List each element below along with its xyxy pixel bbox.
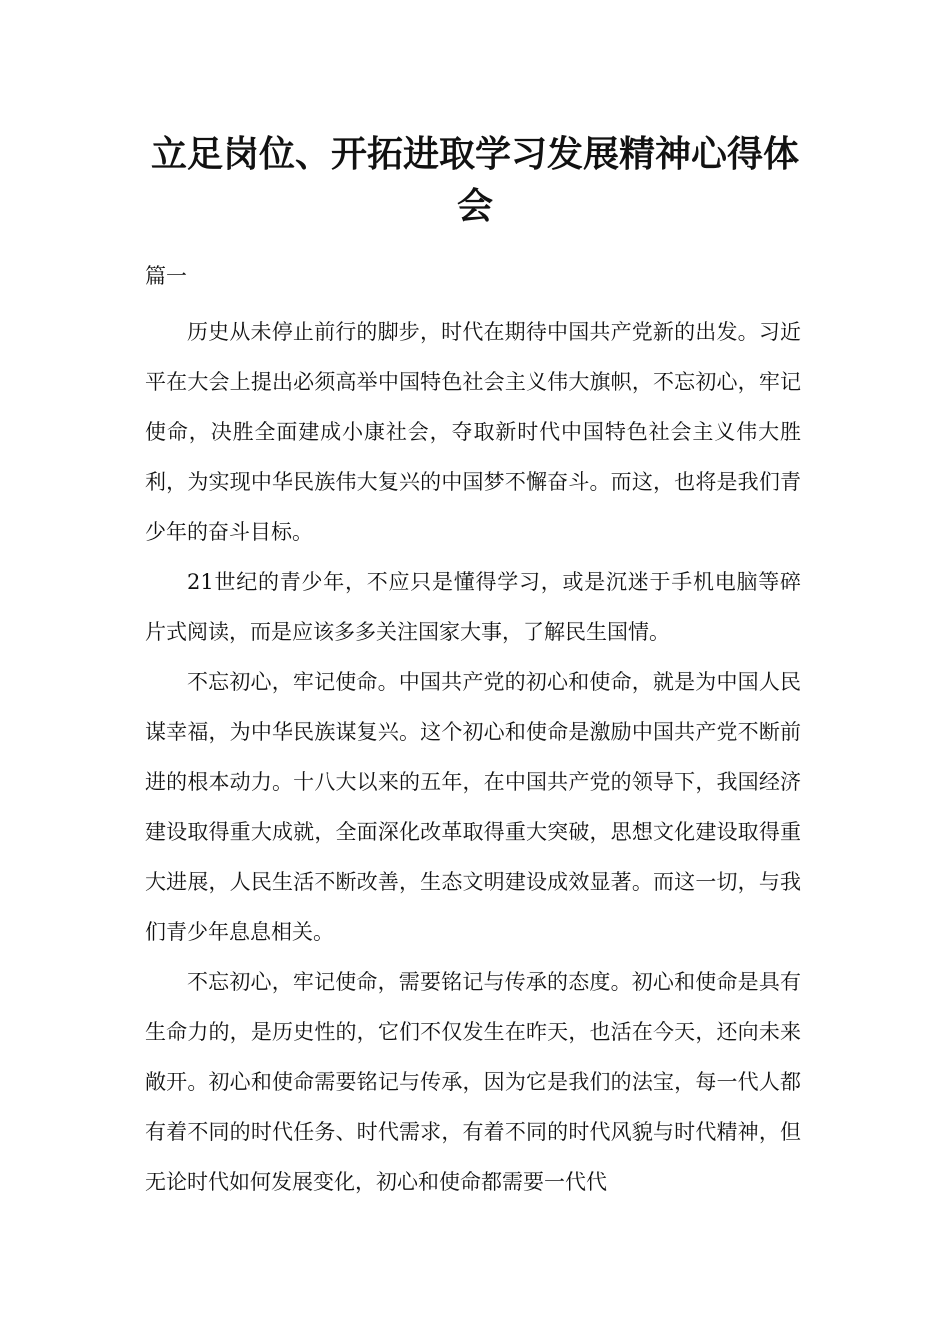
paragraph: 21世纪的青少年，不应只是懂得学习，或是沉迷于手机电脑等碎片式阅读，而是应该多多关注国家大事，了解民生国情。 — [145, 570, 801, 644]
document-title: 立足岗位、开拓进取学习发展精神心得体会 — [150, 133, 799, 227]
paragraph: 历史从未停止前行的脚步，时代在期待中国共产党新的出发。习近平在大会上提出必须高举中国特色社会主义伟大旗帜，不忘初心，牢记使命，决胜全面建成小康社会，夺取新时代中国特色社会主义伟大胜利，为实现中华民族伟大复兴的中国梦不懈奋斗。而这，也将是我们青少年的奋斗目标。 — [145, 320, 801, 544]
paragraph: 不忘初心，牢记使命，需要铭记与传承的态度。初心和使命是具有生命力的，是历史性的，它们不仅发生在昨天，也活在今天，还向未来敞开。初心和使命需要铭记与传承，因为它是我们的法宝，每一代人都有着不同的时代任务、时代需求，有着不同的时代风貌与时代精神，但无论时代如何发展变化，初心和使命都需要一代代 — [145, 970, 801, 1194]
paragraph: 不忘初心，牢记使命。中国共产党的初心和使命，就是为中国人民谋幸福，为中华民族谋复兴。这个初心和使命是激励中国共产党不断前进的根本动力。十八大以来的五年，在中国共产党的领导下，我国经济建设取得重大成就，全面深化改革取得重大突破，思想文化建设取得重大进展，人民生活不断改善，生态文明建设成效显著。而这一切，与我们青少年息息相关。 — [145, 670, 801, 944]
document-body — [145, 307, 801, 1207]
section-label: 篇一 — [145, 264, 187, 288]
